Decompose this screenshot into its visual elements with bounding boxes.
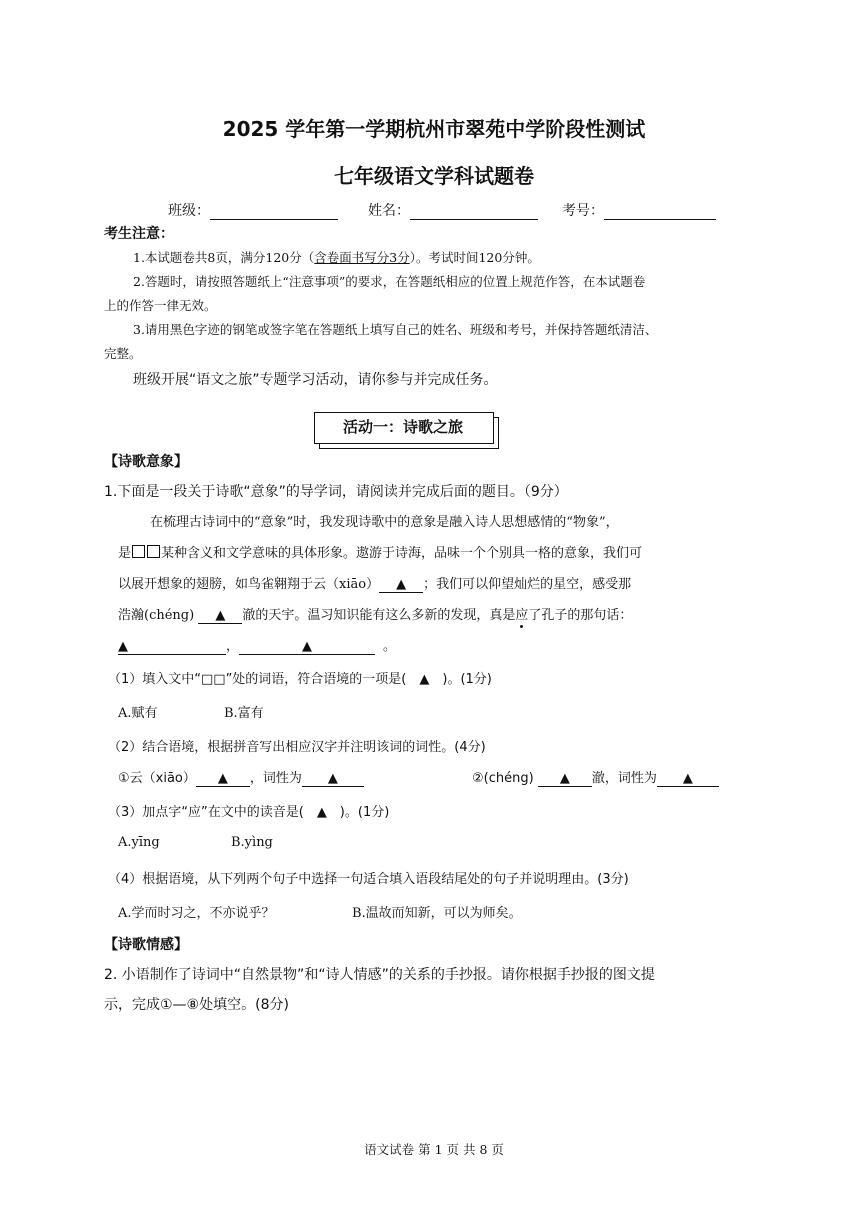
sub-question-1: （1）填入文中“□□”处的词语，符合语境的一项是( ▲ )。(1分) bbox=[108, 672, 492, 687]
passage-line-2: 是 某种含义和文学意味的具体形象。遨游于诗海，品味一个个别具一格的意象，我们可 bbox=[118, 546, 643, 561]
sub-question-2-part-b: ②(chéng) ▲ 澈，词性为 ▲ bbox=[472, 767, 719, 787]
notice-item-2-line-2: 上的作答一律无效。 bbox=[104, 298, 217, 313]
section-heading-imagery: 【诗歌意象】 bbox=[104, 454, 188, 470]
exam-no-field bbox=[562, 200, 716, 220]
section-heading-emotion: 【诗歌情感】 bbox=[104, 937, 188, 953]
passage-line-3: 以展开想象的翅膀，如鸟雀翱翔于云（xiāo） ▲ ；我们可以仰望灿烂的星空，感受那 bbox=[118, 577, 632, 592]
exam-title: 2025 学年第一学期杭州市翠苑中学阶段性测试 bbox=[222, 117, 646, 141]
notice-item-2-line-1: 2.答题时，请按照答题纸上“注意事项”的要求，在答题纸相应的位置上规范作答，在本试题卷 bbox=[133, 274, 646, 289]
sub-question-3: （3）加点字“应”在文中的读音是( ▲ )。(1分) bbox=[108, 805, 390, 820]
blank-box bbox=[147, 545, 160, 558]
option-3a: A.yīng bbox=[118, 835, 160, 850]
intro-text: 班级开展“语文之旅”专题学习活动，请你参与并完成任务。 bbox=[133, 372, 498, 388]
question-1-stem: 1.下面是一段关于诗歌“意象”的导学词，请阅读并完成后面的题目。（9分） bbox=[104, 484, 568, 500]
option-1b: B.富有 bbox=[224, 706, 264, 721]
name-label: 姓名： bbox=[368, 203, 410, 219]
sub-question-2: （2）结合语境，根据拼音写出相应汉字并注明该词的词性。(4分) bbox=[108, 740, 486, 755]
answer-blank-2a: ▲ bbox=[196, 771, 250, 787]
passage-line-5: ▲ ， ▲ 。 bbox=[118, 639, 397, 654]
option-4a: A.学而时习之，不亦说乎？ bbox=[118, 906, 275, 921]
notice-item-3-line-2: 完整。 bbox=[104, 346, 142, 361]
class-blank bbox=[210, 204, 338, 220]
notice-underlined: 含卷面书写分3分 bbox=[314, 250, 410, 265]
notice-item-3-line-1: 3.请用黑色字迹的钢笔或签字笔在答题纸上填写自己的姓名、班级和考号，并保持答题纸清洁、 bbox=[133, 322, 658, 337]
name-field bbox=[368, 200, 538, 220]
activity-title: 活动一：诗歌之旅 bbox=[342, 418, 463, 436]
answer-blank-quote-2: ▲ bbox=[239, 639, 375, 655]
answer-blank-cheng: ▲ bbox=[198, 608, 242, 624]
class-field bbox=[168, 200, 338, 220]
notice-item-1: 1.本试题卷共8页，满分120分（含卷面书写分3分）。考试时间120分钟。 bbox=[133, 250, 540, 265]
passage-line-4: 浩瀚(chéng) ▲ 澈的天宇。温习知识能有这么多新的发现，真是应了孔子的那句话： bbox=[118, 608, 633, 623]
answer-blank-xiao: ▲ bbox=[379, 577, 423, 593]
page-footer: 语文试卷 第 1 页 共 8 页 bbox=[364, 1142, 504, 1157]
sub-question-4: （4）根据语境，从下列两个句子中选择一句适合填入语段结尾处的句子并说明理由。(3分) bbox=[108, 872, 629, 887]
exam-no-label: 考号： bbox=[562, 203, 604, 219]
answer-blank-2a-pos: ▲ bbox=[302, 771, 364, 787]
question-2-line-2: 示，完成①—⑧处填空。(8分) bbox=[104, 997, 289, 1013]
dotted-char: 应 bbox=[515, 608, 529, 623]
question-2-line-1: 2. 小语制作了诗词中“自然景物”和“诗人情感”的关系的手抄报。请你根据手抄报的图文提 bbox=[104, 967, 655, 983]
option-3b: B.yìng bbox=[231, 835, 273, 850]
answer-blank-quote-1: ▲ bbox=[118, 639, 226, 655]
notice-heading: 考生注意： bbox=[104, 226, 174, 242]
option-4b: B.温故而知新，可以为师矣。 bbox=[352, 906, 522, 921]
answer-blank-2b: ▲ bbox=[538, 771, 592, 787]
blank-box bbox=[132, 545, 145, 558]
exam-no-blank bbox=[604, 204, 716, 220]
passage-line-1: 在梳理古诗词中的“意象”时，我发现诗歌中的意象是融入诗人思想感情的“物象”， bbox=[150, 515, 619, 530]
answer-blank-2b-pos: ▲ bbox=[657, 771, 719, 787]
option-1a: A.赋有 bbox=[118, 706, 158, 721]
exam-subtitle: 七年级语文学科试题卷 bbox=[334, 164, 534, 188]
class-label: 班级： bbox=[168, 203, 210, 219]
name-blank bbox=[410, 204, 538, 220]
sub-question-2-part-a: ①云（xiāo） ▲ ，词性为 ▲ bbox=[118, 767, 364, 787]
